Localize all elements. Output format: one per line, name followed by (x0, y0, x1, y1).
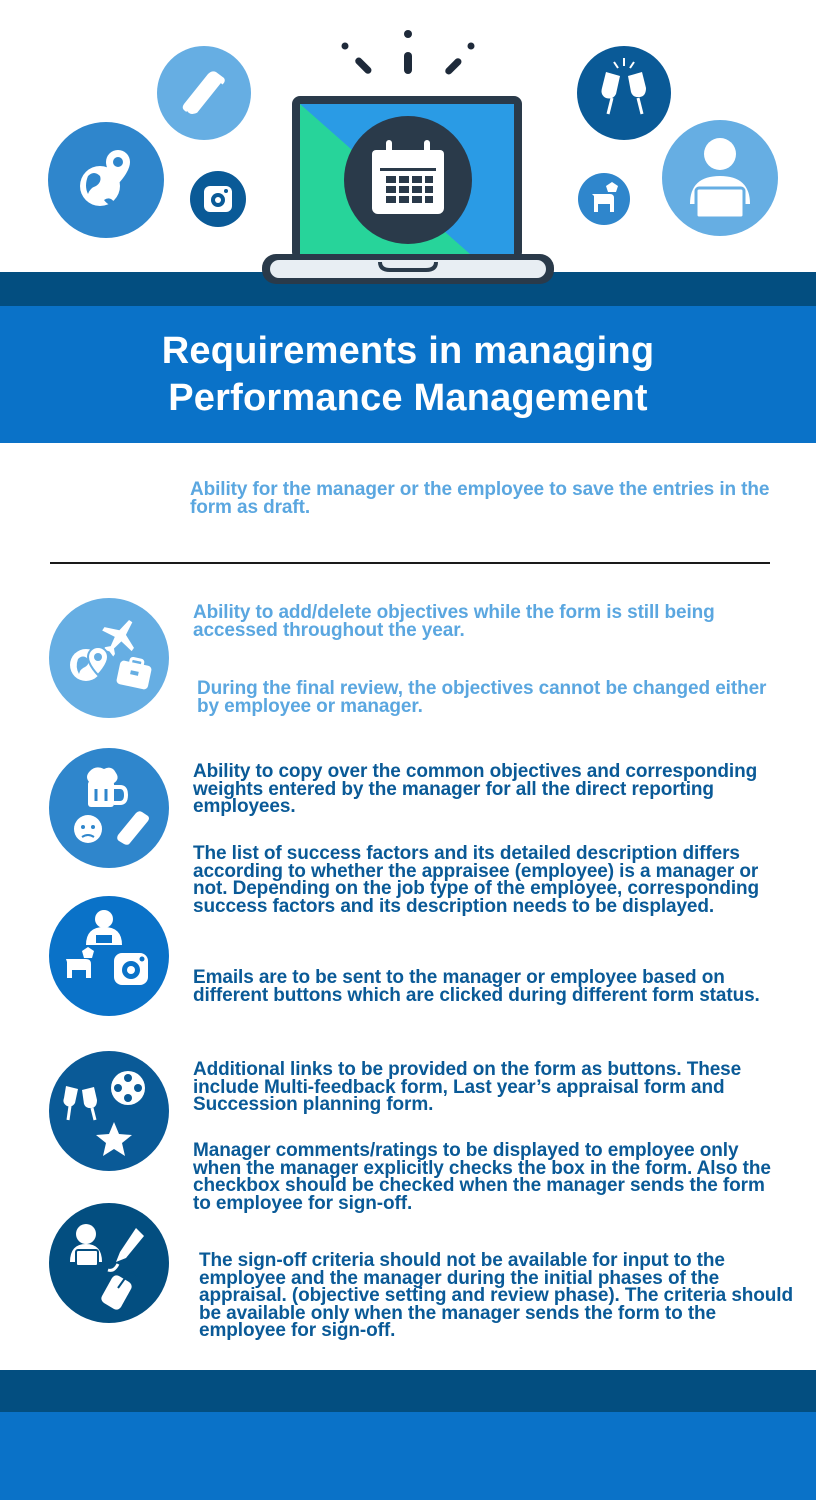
requirement-manager-comments: Manager comments/ratings to be displayed to employee only when the manager explicitly checks the box in the form. Also the checkbox should be checked when the manager sends the form to employee for sign-off. (193, 1140, 771, 1214)
page-title-line-2: Performance Management (168, 377, 648, 419)
cheers-icon (577, 46, 671, 140)
section-divider (50, 562, 770, 564)
requirement-emails: Emails are to be sent to the manager or employee based on different buttons which are clicked during different form status. (193, 967, 760, 1006)
travel-icon (48, 597, 170, 719)
footer-dark-band (0, 1370, 816, 1412)
sparkle-icon (342, 30, 475, 76)
beer-book-icon (48, 747, 170, 869)
footer-blue-band (0, 1412, 816, 1500)
hero-illustration (0, 0, 816, 310)
requirement-save-draft: Ability for the manager or the employee to save the entries in the form as draft. (190, 479, 770, 518)
agent-dog-camera-icon (48, 895, 170, 1017)
user-laptop-icon (662, 120, 778, 236)
page-title-line-1: Requirements in managing (161, 330, 655, 372)
requirement-copy-objectives: Ability to copy over the common objectives and corresponding weights entered by the manager for all the direct reporting employees. (193, 761, 758, 817)
dog-icon (578, 173, 630, 225)
requirement-final-review-lock: During the final review, the objectives cannot be changed either by employee or manager. (197, 678, 767, 717)
requirement-additional-links: Additional links to be provided on the form as buttons. These include Multi-feedback form, Last year’s appraisal form and Succession planning form. (193, 1059, 742, 1115)
camera-icon (190, 171, 246, 227)
page-title (0, 328, 816, 422)
globe-map-pin-icon (48, 122, 164, 238)
calendar-icon (344, 116, 472, 244)
requirement-success-factors: The list of success factors and its detailed description differs according to whether the appraisee (employee) is a manager or not. Depending on the job type of the employee, corresponding success factors and its description needs to be displayed. (193, 843, 760, 917)
book-icon (157, 46, 251, 140)
signature-icon (48, 1202, 170, 1324)
film-star-icon (48, 1050, 170, 1172)
requirement-sign-off: The sign-off criteria should not be available for input to the employee and the manager during the initial phases of the appraisal. (objective setting and review phase). The criteria should be available only when the manager sends the form to the employee for sign-off. (199, 1250, 793, 1341)
title-banner (0, 306, 816, 443)
requirement-add-delete-objectives: Ability to add/delete objectives while the form is still being accessed throughout the year. (193, 602, 715, 641)
